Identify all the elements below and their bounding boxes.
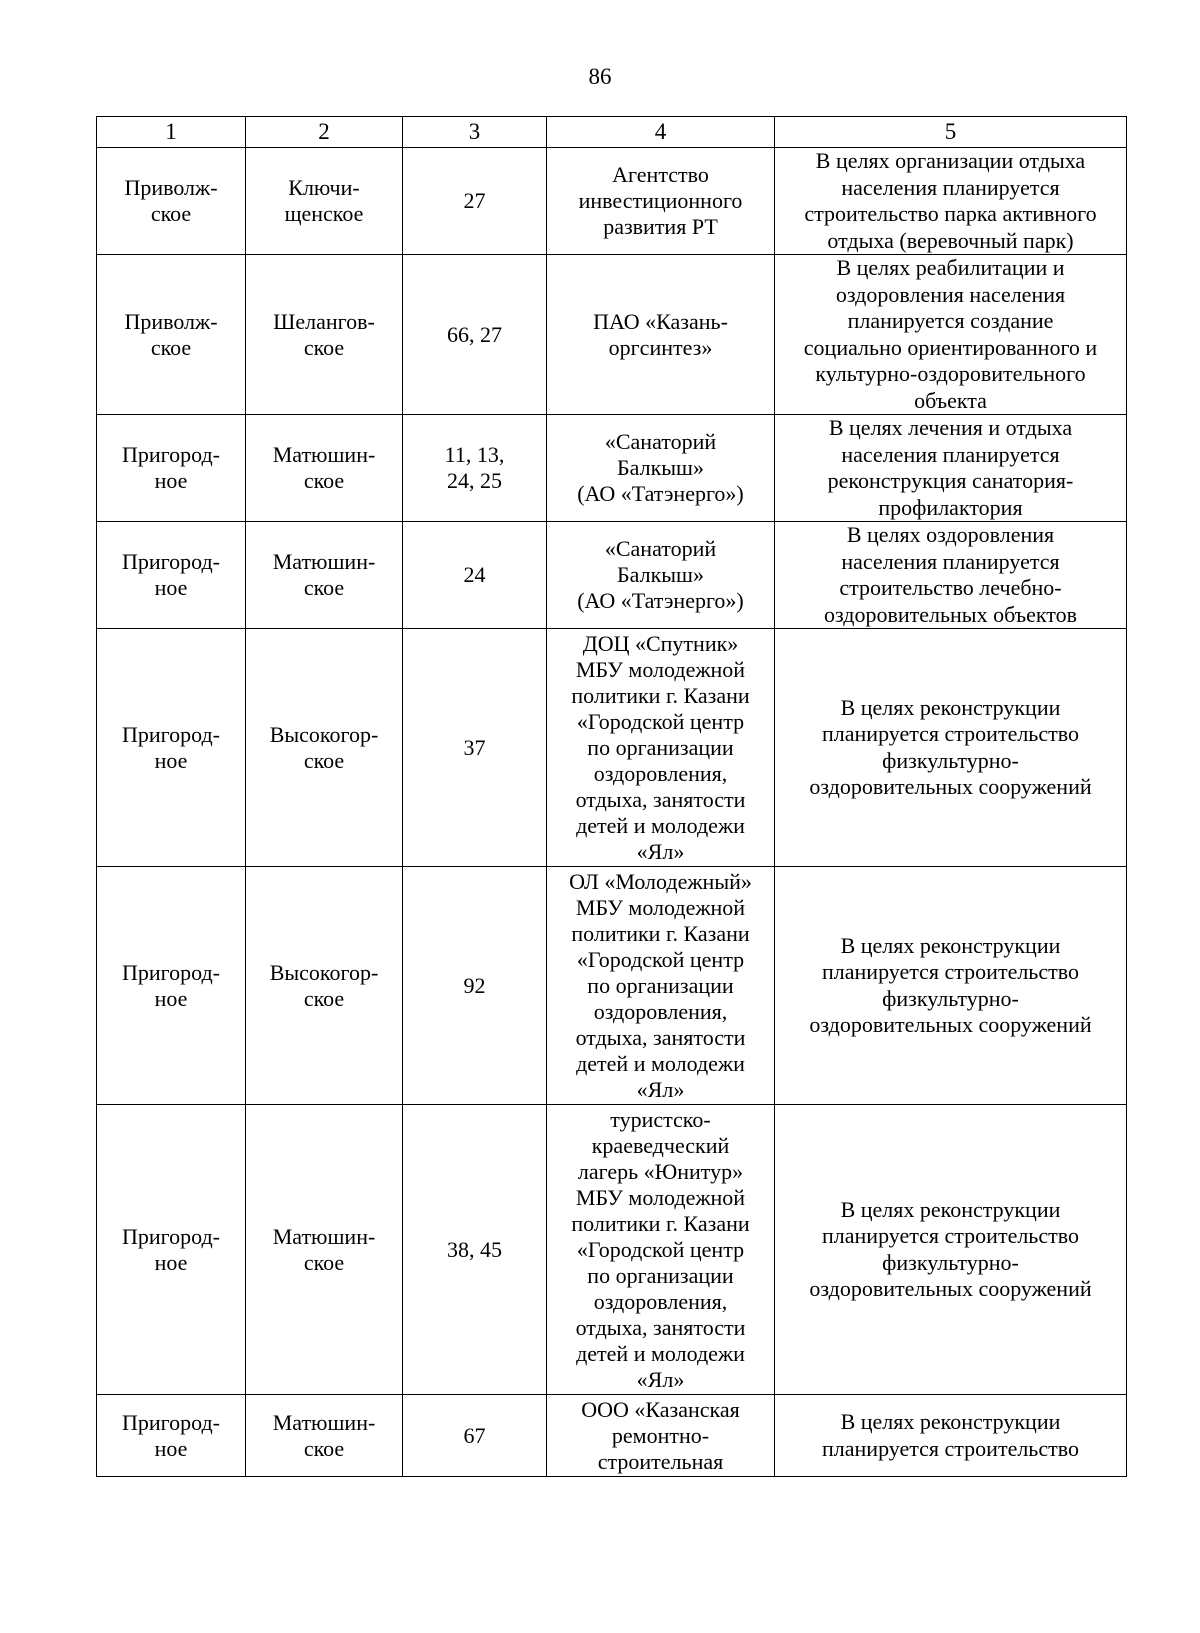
- district-cell: Пригород- ное: [97, 1395, 246, 1477]
- organization-cell: туристско- краеведческий лагерь «Юнитур» МБУ молодежной политики г. Казани «Городской центр по организации оздоровления, отдыха, занятости детей и молодежи «Ял»: [547, 1105, 775, 1395]
- district-cell: Пригород- ное: [97, 867, 246, 1105]
- table-row: [97, 629, 1127, 867]
- number-cell: 27: [403, 148, 547, 255]
- description-cell: В целях лечения и отдыха населения планируется реконструкция санатория- профилактория: [775, 415, 1127, 522]
- district-cell: Пригород- ное: [97, 522, 246, 629]
- table-row: [97, 255, 1127, 415]
- description-cell: В целях организации отдыха населения планируется строительство парка активного отдыха (веревочный парк): [775, 148, 1127, 255]
- description-cell: В целях реабилитации и оздоровления населения планируется создание социально ориентированного и культурно-оздоровительного объекта: [775, 255, 1127, 415]
- district-cell: Приволж- ское: [97, 148, 246, 255]
- description-cell: В целях реконструкции планируется строительство: [775, 1395, 1127, 1477]
- organization-cell: ОЛ «Молодежный» МБУ молодежной политики г. Казани «Городской центр по организации оздоровления, отдыха, занятости детей и молодежи «Ял»: [547, 867, 775, 1105]
- number-cell: 66, 27: [403, 255, 547, 415]
- description-cell: В целях оздоровления населения планируется строительство лечебно- оздоровительных объектов: [775, 522, 1127, 629]
- table-header-row: [97, 117, 1127, 148]
- column-header: 3: [403, 117, 547, 148]
- number-cell: 11, 13, 24, 25: [403, 415, 547, 522]
- column-header: 5: [775, 117, 1127, 148]
- organization-cell: ООО «Казанская ремонтно- строительная: [547, 1395, 775, 1477]
- district-cell: Приволж- ское: [97, 255, 246, 415]
- organization-cell: ПАО «Казань- оргсинтез»: [547, 255, 775, 415]
- number-cell: 37: [403, 629, 547, 867]
- number-cell: 67: [403, 1395, 547, 1477]
- table-row: [97, 522, 1127, 629]
- organization-cell: ДОЦ «Спутник» МБУ молодежной политики г. Казани «Городской центр по организации оздоровления, отдыха, занятости детей и молодежи «Ял»: [547, 629, 775, 867]
- settlement-cell: Матюшин- ское: [246, 522, 403, 629]
- settlement-cell: Матюшин- ское: [246, 1105, 403, 1395]
- table-row: [97, 1395, 1127, 1477]
- table-row: [97, 148, 1127, 255]
- settlement-cell: Матюшин- ское: [246, 415, 403, 522]
- settlement-cell: Матюшин- ское: [246, 1395, 403, 1477]
- column-header: 1: [97, 117, 246, 148]
- table-row: [97, 1105, 1127, 1395]
- table-row: [97, 867, 1127, 1105]
- district-cell: Пригород- ное: [97, 629, 246, 867]
- organization-cell: «Санаторий Балкыш» (АО «Татэнерго»): [547, 415, 775, 522]
- page-number: 86: [588, 64, 612, 89]
- column-header: 2: [246, 117, 403, 148]
- number-cell: 92: [403, 867, 547, 1105]
- description-cell: В целях реконструкции планируется строительство физкультурно- оздоровительных сооружений: [775, 867, 1127, 1105]
- settlement-cell: Шелангов- ское: [246, 255, 403, 415]
- settlement-cell: Ключи- щенское: [246, 148, 403, 255]
- description-cell: В целях реконструкции планируется строительство физкультурно- оздоровительных сооружений: [775, 1105, 1127, 1395]
- data-table: [96, 116, 1127, 1477]
- column-header: 4: [547, 117, 775, 148]
- settlement-cell: Высокогор- ское: [246, 867, 403, 1105]
- organization-cell: Агентство инвестиционного развития РТ: [547, 148, 775, 255]
- organization-cell: «Санаторий Балкыш» (АО «Татэнерго»): [547, 522, 775, 629]
- number-cell: 24: [403, 522, 547, 629]
- district-cell: Пригород- ное: [97, 1105, 246, 1395]
- district-cell: Пригород- ное: [97, 415, 246, 522]
- settlement-cell: Высокогор- ское: [246, 629, 403, 867]
- number-cell: 38, 45: [403, 1105, 547, 1395]
- description-cell: В целях реконструкции планируется строительство физкультурно- оздоровительных сооружений: [775, 629, 1127, 867]
- table-row: [97, 415, 1127, 522]
